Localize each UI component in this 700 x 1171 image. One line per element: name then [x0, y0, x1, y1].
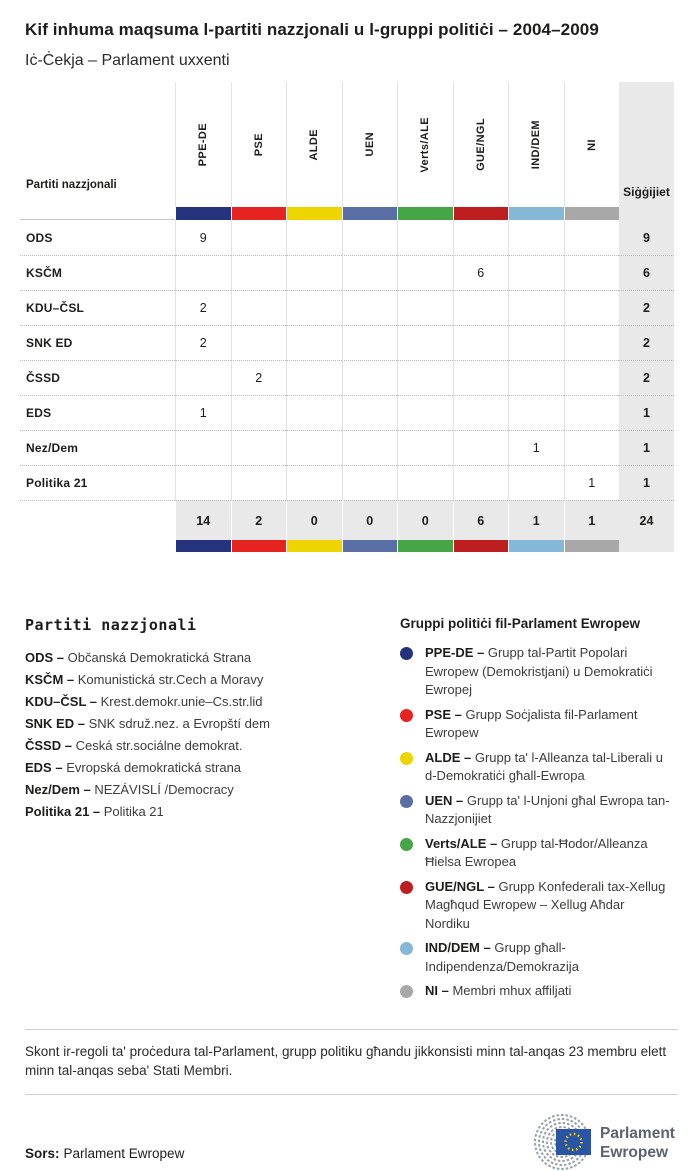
group-color-dot — [400, 942, 413, 955]
seat-cell — [564, 395, 620, 430]
group-total-cell: 1 — [508, 500, 564, 540]
seat-cell — [453, 220, 509, 255]
seats-total-cell: 1 — [619, 465, 674, 500]
seats-total-cell: 2 — [619, 360, 674, 395]
logo-text-line2: Ewropew — [600, 1143, 669, 1161]
seat-cell — [508, 325, 564, 360]
seat-cell — [175, 360, 231, 395]
seats-column-fill — [619, 207, 674, 220]
column-header-GUE/NGL: GUE/NGL — [453, 82, 509, 207]
seat-cell — [231, 395, 287, 430]
logo-text-line1: Parlament — [600, 1124, 675, 1142]
group-legend-text: UEN – Grupp ta' l-Unjoni għal Ewropa tan-Nazzjonijiet — [425, 792, 670, 826]
row-label-EDS: EDS — [20, 395, 175, 430]
seat-cell — [231, 465, 287, 500]
column-header-NI: NI — [564, 82, 620, 207]
party-legend-item: Nez/Dem – NEZÁVISLÍ /Democracy — [25, 782, 234, 797]
column-header-IND/DEM: IND/DEM — [508, 82, 564, 207]
seat-cell — [508, 395, 564, 430]
seat-cell — [286, 325, 342, 360]
row-label-KSČM: KSČM — [20, 255, 175, 290]
column-header-ALDE: ALDE — [286, 82, 342, 207]
group-color-bar — [175, 540, 231, 552]
grand-total-cell: 24 — [619, 500, 674, 540]
group-color-bar — [397, 207, 453, 220]
group-legend-text: GUE/NGL – Grupp Konfederali tax-Xellug Magħqud Ewropew – Xellug Aħdar Nordiku — [425, 878, 666, 931]
row-axis-label: Partiti nazzjonali — [26, 179, 117, 191]
seat-cell — [453, 395, 509, 430]
seat-cell — [508, 255, 564, 290]
seat-cell — [342, 430, 398, 465]
group-color-bar — [342, 207, 398, 220]
legends — [0, 616, 700, 1007]
seat-cell — [286, 395, 342, 430]
seat-cell: 9 — [175, 220, 231, 255]
seat-cell — [342, 255, 398, 290]
row-label-SNK ED: SNK ED — [20, 325, 175, 360]
seat-cell — [231, 290, 287, 325]
group-color-bar — [564, 540, 620, 552]
row-label-KDU–ČSL: KDU–ČSL — [20, 290, 175, 325]
seats-total-cell: 6 — [619, 255, 674, 290]
seat-cell: 1 — [508, 430, 564, 465]
seat-cell — [342, 395, 398, 430]
footnote: Skont ir-regoli ta' proċedura tal-Parlament, grupp politiku għandu jikkonsisti minn tal-anqas 23 membru elett minn tal-anqas seba' Stati Membri. — [25, 1043, 667, 1078]
column-header-UEN: UEN — [342, 82, 398, 207]
bar-row-spacer — [20, 207, 175, 220]
political-groups-list — [400, 644, 678, 1001]
seat-cell — [342, 360, 398, 395]
seat-cell — [286, 360, 342, 395]
seat-cell — [564, 430, 620, 465]
footer — [0, 1095, 700, 1171]
seat-cell — [286, 220, 342, 255]
seat-cell — [564, 255, 620, 290]
seat-cell — [231, 325, 287, 360]
group-color-bar — [397, 540, 453, 552]
seat-cell — [564, 220, 620, 255]
seats-table — [20, 82, 700, 552]
seat-cell — [342, 290, 398, 325]
party-legend-item: EDS – Evropská demokratická strana — [25, 760, 242, 775]
party-legend-item: ČSSD – Ceská str.sociálne demokrat. — [25, 738, 243, 753]
seat-cell — [397, 395, 453, 430]
seat-cell — [397, 290, 453, 325]
seat-cell: 2 — [175, 325, 231, 360]
seat-cell — [175, 430, 231, 465]
european-parliament-logo — [510, 1113, 678, 1171]
seat-cell: 1 — [175, 395, 231, 430]
group-color-bar — [342, 540, 398, 552]
column-header-PPE-DE: PPE-DE — [175, 82, 231, 207]
page-subtitle: Iċ-Ċekja – Parlament uxxenti — [25, 52, 230, 69]
seat-cell — [286, 255, 342, 290]
seats-total-cell: 2 — [619, 290, 674, 325]
seat-cell: 6 — [453, 255, 509, 290]
group-legend-text: ALDE – Grupp ta' l-Alleanza tal-Liberali u d-Demokratiċi għall-Ewropa — [425, 749, 664, 783]
seat-cell — [453, 465, 509, 500]
eu-flag — [556, 1129, 591, 1155]
political-groups-legend — [400, 616, 678, 1007]
seats-column-fill — [619, 540, 674, 552]
national-parties-legend — [25, 616, 400, 1007]
party-legend-item: ODS – Občanská Demokratická Strana — [25, 650, 252, 665]
seats-column-header: Siġġijiet — [619, 82, 674, 207]
seat-cell — [564, 325, 620, 360]
group-legend-item — [400, 878, 678, 934]
seat-cell — [397, 430, 453, 465]
group-total-cell: 1 — [564, 500, 620, 540]
party-legend-item: KDU–ČSL – Krest.demokr.unie–Cs.str.lid — [25, 694, 263, 709]
group-legend-text: PPE-DE – Grupp tal-Partit Popolari Ewropew (Demokristjani) u Demokratiċi Ewropej — [425, 645, 653, 697]
political-groups-legend-title: Gruppi politiċi fil-Parlament Ewropew — [400, 616, 641, 631]
source-value: Parlament Ewropew — [63, 1145, 185, 1161]
seat-cell: 2 — [175, 290, 231, 325]
group-total-cell: 14 — [175, 500, 231, 540]
row-label-Nez/Dem: Nez/Dem — [20, 430, 175, 465]
group-color-dot — [400, 881, 413, 894]
group-color-bar — [508, 540, 564, 552]
group-color-bar — [453, 540, 509, 552]
row-label-ODS: ODS — [26, 230, 53, 245]
header — [0, 0, 700, 70]
group-legend-text: PSE – Grupp Soċjalista fil-Parlament Ewropew — [425, 706, 638, 740]
group-color-dot — [400, 985, 413, 998]
row-label-Politika 21: Politika 21 — [20, 465, 175, 500]
group-color-bar — [231, 540, 287, 552]
group-total-cell: 0 — [286, 500, 342, 540]
seat-cell — [397, 255, 453, 290]
group-color-dot — [400, 709, 413, 722]
seats-total-cell: 9 — [619, 220, 674, 255]
group-color-dot — [400, 795, 413, 808]
group-color-dot — [400, 838, 413, 851]
seat-cell — [453, 430, 509, 465]
party-legend-item: Politika 21 – Politika 21 — [25, 804, 164, 819]
group-color-bar — [453, 207, 509, 220]
seat-cell — [397, 325, 453, 360]
seat-cell — [231, 255, 287, 290]
group-total-cell: 2 — [231, 500, 287, 540]
group-color-bar — [286, 207, 342, 220]
seat-cell — [286, 290, 342, 325]
seat-cell: 1 — [564, 465, 620, 500]
group-total-cell: 6 — [453, 500, 509, 540]
seat-cell — [564, 290, 620, 325]
group-color-bar — [564, 207, 620, 220]
seat-cell — [231, 220, 287, 255]
seat-cell — [508, 465, 564, 500]
group-total-cell: 0 — [397, 500, 453, 540]
group-color-bar — [286, 540, 342, 552]
seat-cell — [175, 465, 231, 500]
seat-cell — [564, 360, 620, 395]
seat-cell — [286, 465, 342, 500]
group-legend-item — [400, 939, 678, 976]
group-legend-item — [400, 706, 678, 743]
column-header-PSE: PSE — [231, 82, 287, 207]
group-color-bar — [508, 207, 564, 220]
group-legend-text: Verts/ALE – Grupp tal-Ħodor/Alleanza Ħielsa Ewropea — [425, 835, 648, 869]
seat-cell — [397, 465, 453, 500]
seat-cell — [453, 360, 509, 395]
group-legend-item — [400, 982, 678, 1001]
column-header-Verts/ALE: Verts/ALE — [397, 82, 453, 207]
group-color-dot — [400, 647, 413, 660]
totals-row-spacer — [20, 500, 175, 540]
national-parties-legend-title: Partiti nazzjonali — [25, 616, 197, 634]
group-legend-text: NI – Membri mhux affiljati — [425, 983, 572, 998]
national-parties-list — [25, 647, 400, 823]
source-line — [25, 1146, 184, 1171]
group-total-cell: 0 — [342, 500, 398, 540]
seat-cell — [397, 220, 453, 255]
bar-row-spacer — [20, 540, 175, 552]
seat-cell: 2 — [231, 360, 287, 395]
seat-cell — [342, 465, 398, 500]
group-legend-item — [400, 644, 678, 700]
group-color-bar — [175, 207, 231, 220]
group-legend-item — [400, 749, 678, 786]
seats-total-cell: 1 — [619, 395, 674, 430]
group-legend-text: IND/DEM – Grupp għall-Indipendenza/Demokrazija — [425, 940, 579, 974]
source-label: Sors: — [25, 1145, 60, 1161]
group-color-bar — [231, 207, 287, 220]
seat-cell — [397, 360, 453, 395]
party-legend-item: KSČM – Komunistická str.Cech a Moravy — [25, 672, 264, 687]
group-legend-item — [400, 792, 678, 829]
group-color-dot — [400, 752, 413, 765]
seat-cell — [508, 220, 564, 255]
seat-cell — [453, 290, 509, 325]
page-title: Kif inhuma maqsuma l-partiti nazzjonali u l-gruppi politiċi – 2004–2009 — [25, 20, 599, 39]
seats-total-cell: 1 — [619, 430, 674, 465]
seat-cell — [286, 430, 342, 465]
party-legend-item: SNK ED – SNK sdruž.nez. a Evropští dem — [25, 716, 270, 731]
seat-cell — [342, 220, 398, 255]
group-legend-item — [400, 835, 678, 872]
seats-total-cell: 2 — [619, 325, 674, 360]
seat-cell — [508, 290, 564, 325]
seat-cell — [231, 430, 287, 465]
seat-cell — [453, 325, 509, 360]
seat-cell — [508, 360, 564, 395]
seat-cell — [175, 255, 231, 290]
seat-cell — [342, 325, 398, 360]
row-label-ČSSD: ČSSD — [20, 360, 175, 395]
